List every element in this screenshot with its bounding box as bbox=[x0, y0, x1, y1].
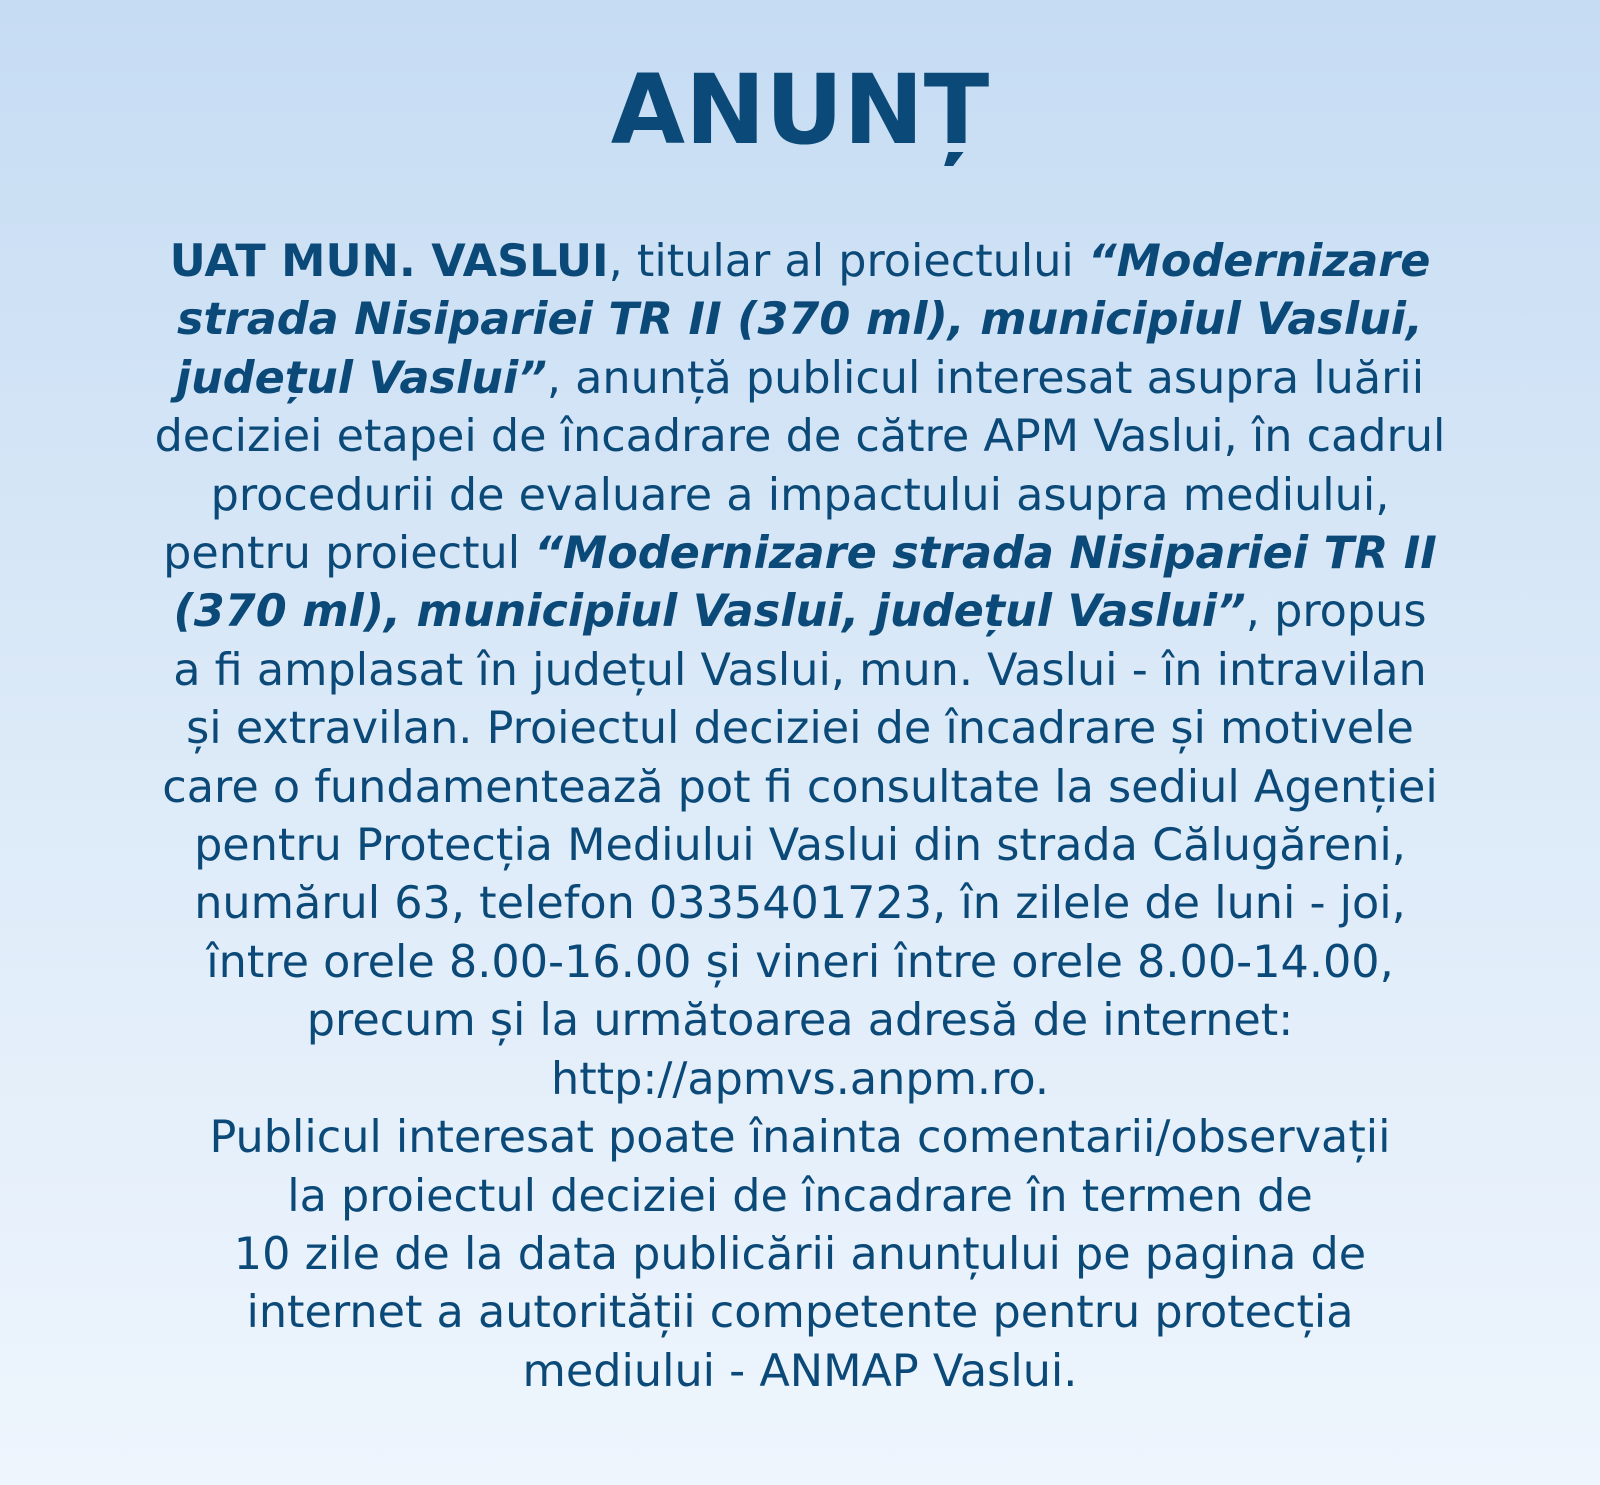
body-line-5: procedurii de evaluare a impactului asupra mediului, bbox=[210, 469, 1390, 521]
body-line-11: pentru Protecția Mediului Vaslui din strada Călugăreni, bbox=[194, 820, 1406, 872]
body-line-20: mediului - ANMAP Vaslui. bbox=[522, 1345, 1078, 1397]
body-line-18: 10 zile de la data publicării anunțului pe pagina de bbox=[233, 1228, 1367, 1280]
body-line-1 bbox=[60, 233, 1540, 291]
website-url: http://apmvs.anpm.ro. bbox=[551, 1053, 1049, 1105]
body-text-segment: , anunță publicul interesat asupra luării bbox=[546, 352, 1425, 404]
body-line-16: Publicul interesat poate înainta comentarii/observații bbox=[209, 1112, 1391, 1164]
body-line-7 bbox=[60, 583, 1540, 641]
body-line-9: și extravilan. Proiectul deciziei de încadrare și motivele bbox=[186, 703, 1414, 755]
announcement-body bbox=[60, 233, 1540, 1401]
body-text-segment: pentru proiectul bbox=[163, 528, 535, 580]
body-line-2: strada Nisipariei TR II (370 ml), municipiul Vaslui, bbox=[177, 294, 1423, 346]
body-line-17: la proiectul deciziei de încadrare în termen de bbox=[287, 1170, 1313, 1222]
project-name-segment: “Modernizare bbox=[1087, 236, 1431, 287]
body-line-12: numărul 63, telefon 0335401723, în zilele de luni - joi, bbox=[194, 878, 1406, 930]
body-line-13: între orele 8.00-16.00 și vineri între orele 8.00-14.00, bbox=[206, 936, 1394, 988]
applicant-name: UAT MUN. VASLUI bbox=[169, 236, 609, 287]
body-text-segment: , propus bbox=[1245, 586, 1427, 638]
body-text-segment: , titular al proiectului bbox=[608, 236, 1088, 287]
project-name-segment: “Modernizare strada Nisipariei TR II bbox=[534, 528, 1437, 580]
project-name-segment: județul Vaslui” bbox=[175, 352, 547, 404]
body-line-4: deciziei etapei de încadrare de către APM Vaslui, în cadrul bbox=[154, 411, 1446, 463]
body-line-19: internet a autorității competente pentru protecția bbox=[246, 1287, 1354, 1339]
body-line-8: a fi amplasat în județul Vaslui, mun. Vaslui - în intravilan bbox=[173, 644, 1427, 696]
project-name-segment: (370 ml), municipiul Vaslui, județul Vaslui” bbox=[173, 586, 1246, 638]
page-title: ANUNȚ bbox=[610, 54, 990, 166]
body-line-3 bbox=[60, 350, 1540, 408]
body-line-10: care o fundamentează pot fi consultate la sediul Agenției bbox=[162, 761, 1438, 813]
body-line-6 bbox=[60, 525, 1540, 583]
body-line-14: precum și la următoarea adresă de internet: bbox=[306, 995, 1294, 1047]
